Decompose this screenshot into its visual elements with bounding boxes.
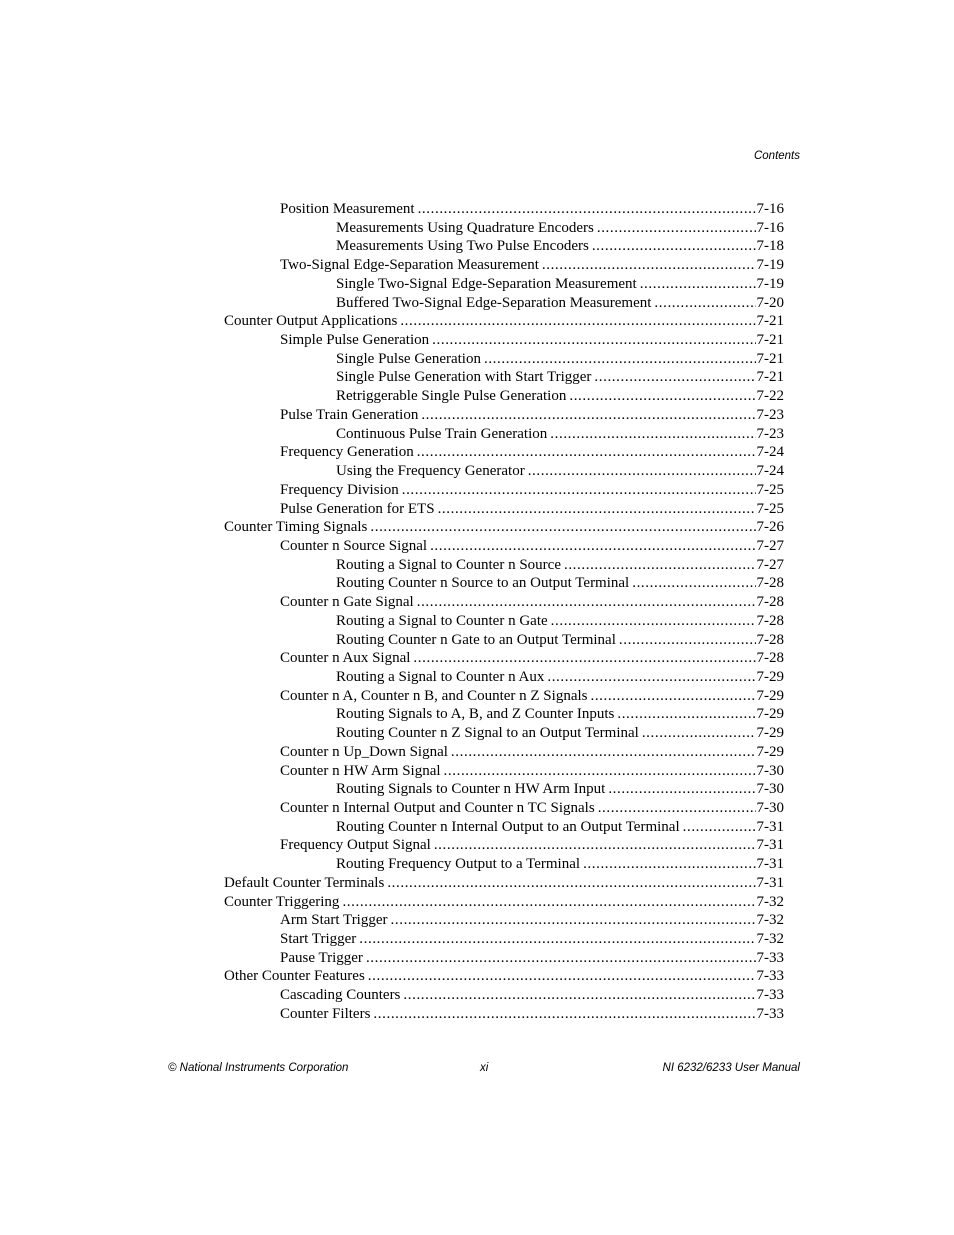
- footer-page-number: xi: [480, 1062, 489, 1074]
- dot-leader: [484, 350, 756, 369]
- dot-leader: [590, 687, 755, 706]
- dot-leader: [417, 593, 756, 612]
- dot-leader: [528, 462, 756, 481]
- footer-copyright: © National Instruments Corporation: [168, 1062, 349, 1074]
- dot-leader: [400, 312, 755, 331]
- toc-entry-page: 7-20: [756, 294, 784, 311]
- dot-leader: [434, 836, 756, 855]
- toc-entry[interactable]: [224, 724, 784, 743]
- toc-entry-page: 7-16: [756, 219, 784, 236]
- dot-leader: [387, 874, 755, 893]
- toc-entry-page: 7-21: [756, 350, 784, 367]
- toc-entry-title: Counter n Aux Signal: [280, 650, 411, 667]
- dot-leader: [366, 949, 756, 968]
- toc-entry-title: Counter n A, Counter n B, and Counter n Z Signals: [280, 687, 588, 704]
- toc-entry-title: Pause Trigger: [280, 949, 363, 966]
- toc-entry[interactable]: [224, 481, 784, 500]
- dot-leader: [438, 500, 756, 519]
- toc-entry-page: 7-27: [756, 556, 784, 573]
- dot-leader: [421, 406, 755, 425]
- toc-entry-page: 7-31: [756, 874, 784, 891]
- toc-entry[interactable]: [224, 893, 784, 912]
- dot-leader: [547, 668, 755, 687]
- toc-entry[interactable]: [224, 312, 784, 331]
- dot-leader: [583, 855, 755, 874]
- toc-entry-page: 7-33: [756, 949, 784, 966]
- toc-entry-title: Routing Counter n Z Signal to an Output Terminal: [336, 725, 639, 742]
- toc-entry-page: 7-18: [756, 238, 784, 255]
- dot-leader: [632, 574, 755, 593]
- toc-entry-title: Frequency Generation: [280, 444, 414, 461]
- toc-entry[interactable]: [224, 780, 784, 799]
- toc-entry[interactable]: [224, 200, 784, 219]
- toc-entry-title: Routing Signals to A, B, and Z Counter Inputs: [336, 706, 615, 723]
- toc-entry-page: 7-31: [756, 856, 784, 873]
- toc-entry[interactable]: [224, 350, 784, 369]
- toc-entry-title: Counter Output Applications: [224, 313, 398, 330]
- dot-leader: [594, 368, 755, 387]
- toc-entry-page: 7-24: [756, 444, 784, 461]
- dot-leader: [402, 481, 756, 500]
- toc-entry-title: Counter n Internal Output and Counter n TC Signals: [280, 800, 595, 816]
- toc-entry[interactable]: [224, 443, 784, 462]
- dot-leader: [451, 743, 756, 762]
- toc-entry[interactable]: [224, 500, 784, 519]
- toc-entry[interactable]: [224, 574, 784, 593]
- toc-entry-page: 7-28: [756, 575, 784, 592]
- toc-entry-title: Single Two-Signal Edge-Separation Measurement: [336, 275, 637, 292]
- toc-entry-title: Routing Signals to Counter n HW Arm Input: [336, 781, 606, 798]
- dot-leader: [391, 911, 756, 930]
- toc-entry-title: Counter Filters: [280, 1005, 371, 1022]
- toc-entry-page: 7-26: [756, 519, 784, 536]
- toc-entry-page: 7-29: [756, 725, 784, 742]
- toc-entry-page: 7-33: [756, 987, 784, 1004]
- toc-entry-page: 7-29: [756, 687, 784, 704]
- dot-leader: [403, 986, 755, 1005]
- toc-entry[interactable]: [224, 911, 784, 930]
- toc-entry-title: Start Trigger: [280, 931, 357, 948]
- toc-entry-title: Routing Counter n Internal Output to an Output Terminal: [336, 818, 680, 835]
- toc-entry-page: 7-25: [756, 500, 784, 517]
- toc-entry-title: Frequency Division: [280, 481, 399, 498]
- toc-entry[interactable]: [224, 668, 784, 687]
- toc-entry-page: 7-29: [756, 668, 784, 685]
- toc-entry-title: Routing a Signal to Counter n Aux: [336, 668, 545, 685]
- toc-entry-title: Frequency Output Signal: [280, 837, 431, 854]
- toc-entry-page: 7-16: [756, 201, 784, 217]
- toc-entry-page: 7-19: [756, 275, 784, 292]
- toc-entry-title: Simple Pulse Generation: [280, 332, 430, 349]
- toc-entry-title: Counter n Gate Signal: [280, 594, 414, 611]
- toc-entry[interactable]: [224, 631, 784, 650]
- toc-entry-page: 7-30: [756, 800, 784, 816]
- toc-entry-title: Cascading Counters: [280, 987, 401, 1004]
- toc-entry-page: 7-19: [756, 257, 784, 274]
- toc-entry-title: Routing Counter n Gate to an Output Terminal: [336, 631, 616, 648]
- toc-entry[interactable]: [224, 799, 784, 818]
- toc-entry-page: 7-23: [756, 406, 784, 423]
- toc-entry-title: Counter Timing Signals: [224, 519, 368, 536]
- toc-entry[interactable]: [224, 462, 784, 481]
- dot-leader: [551, 612, 756, 631]
- toc-entry[interactable]: [224, 743, 784, 762]
- toc-entry[interactable]: [224, 930, 784, 949]
- toc-entry-page: 7-22: [756, 388, 784, 405]
- toc-entry-title: Counter n Up_Down Signal: [280, 743, 448, 760]
- toc-entry-title: Single Pulse Generation: [336, 350, 481, 367]
- toc-entry[interactable]: [224, 949, 784, 968]
- toc-entry[interactable]: [224, 967, 784, 986]
- toc-entry[interactable]: [224, 387, 784, 406]
- dot-leader: [550, 425, 755, 444]
- toc-entry[interactable]: [224, 368, 784, 387]
- toc-entry-title: Position Measurement: [280, 201, 415, 217]
- dot-leader: [683, 818, 756, 837]
- dot-leader: [342, 893, 755, 912]
- toc-entry[interactable]: [224, 518, 784, 537]
- toc-entry-page: 7-21: [756, 313, 784, 330]
- table-of-contents: [224, 200, 784, 1024]
- toc-entry[interactable]: [224, 294, 784, 313]
- toc-entry[interactable]: [224, 556, 784, 575]
- toc-entry-title: Retriggerable Single Pulse Generation: [336, 388, 567, 405]
- toc-entry[interactable]: [224, 237, 784, 256]
- dot-leader: [418, 200, 756, 219]
- toc-entry-title: Routing a Signal to Counter n Gate: [336, 612, 548, 629]
- toc-entry[interactable]: [224, 1005, 784, 1024]
- toc-entry-page: 7-28: [756, 612, 784, 629]
- toc-entry[interactable]: [224, 256, 784, 275]
- running-header: Contents: [753, 150, 800, 162]
- toc-entry-page: 7-28: [756, 631, 784, 648]
- toc-entry-page: 7-33: [756, 968, 784, 985]
- dot-leader: [432, 331, 755, 350]
- dot-leader: [417, 443, 756, 462]
- dot-leader: [370, 518, 755, 537]
- toc-entry-page: 7-23: [756, 425, 784, 442]
- dot-leader: [592, 237, 756, 256]
- toc-entry[interactable]: [224, 687, 784, 706]
- dot-leader: [569, 387, 755, 406]
- toc-entry-page: 7-28: [756, 650, 784, 667]
- toc-entry-title: Pulse Generation for ETS: [280, 500, 435, 517]
- toc-entry-title: Counter n HW Arm Signal: [280, 762, 441, 779]
- toc-entry-page: 7-30: [756, 781, 784, 798]
- toc-entry-title: Measurements Using Quadrature Encoders: [336, 219, 594, 236]
- toc-entry[interactable]: [224, 986, 784, 1005]
- toc-entry-page: 7-31: [756, 837, 784, 854]
- toc-entry[interactable]: [224, 818, 784, 837]
- toc-entry-page: 7-29: [756, 706, 784, 723]
- toc-entry-title: Counter Triggering: [224, 893, 340, 910]
- toc-entry[interactable]: [224, 836, 784, 855]
- toc-entry-page: 7-32: [756, 912, 784, 929]
- toc-entry[interactable]: [224, 705, 784, 724]
- toc-entry-page: 7-29: [756, 743, 784, 760]
- footer-manual-title: NI 6232/6233 User Manual: [662, 1062, 800, 1074]
- toc-entry-page: 7-28: [756, 594, 784, 611]
- dot-leader: [642, 724, 756, 743]
- toc-entry-page: 7-24: [756, 463, 784, 480]
- dot-leader: [368, 967, 756, 986]
- toc-entry-title: Measurements Using Two Pulse Encoders: [336, 238, 589, 255]
- toc-entry[interactable]: [224, 649, 784, 668]
- toc-entry-page: 7-21: [756, 369, 784, 386]
- toc-entry-title: Using the Frequency Generator: [336, 463, 525, 480]
- toc-entry-title: Pulse Train Generation: [280, 406, 419, 423]
- toc-entry[interactable]: [224, 855, 784, 874]
- toc-entry-title: Single Pulse Generation with Start Trigger: [336, 369, 592, 386]
- toc-entry-title: Two-Signal Edge-Separation Measurement: [280, 257, 539, 274]
- dot-leader: [444, 762, 756, 781]
- toc-entry-title: Buffered Two-Signal Edge-Separation Measurement: [336, 294, 652, 311]
- dot-leader: [617, 705, 755, 724]
- toc-entry-page: 7-30: [756, 762, 784, 779]
- dot-leader: [564, 556, 756, 575]
- toc-entry-title: Other Counter Features: [224, 968, 365, 985]
- toc-entry[interactable]: [224, 219, 784, 238]
- toc-entry-page: 7-33: [756, 1005, 784, 1022]
- dot-leader: [640, 275, 756, 294]
- dot-leader: [654, 294, 755, 313]
- toc-entry-page: 7-27: [756, 537, 784, 554]
- dot-leader: [413, 649, 755, 668]
- toc-entry-title: Routing a Signal to Counter n Source: [336, 556, 561, 573]
- toc-entry-title: Arm Start Trigger: [280, 912, 388, 929]
- toc-entry[interactable]: [224, 406, 784, 425]
- dot-leader: [373, 1005, 755, 1024]
- dot-leader: [608, 780, 755, 799]
- dot-leader: [359, 930, 755, 949]
- toc-entry[interactable]: [224, 331, 784, 350]
- toc-entry-page: 7-32: [756, 893, 784, 910]
- toc-entry[interactable]: [224, 537, 784, 556]
- dot-leader: [619, 631, 756, 650]
- toc-entry-title: Routing Frequency Output to a Terminal: [336, 856, 581, 873]
- toc-entry-title: Default Counter Terminals: [224, 874, 385, 891]
- toc-entry[interactable]: [224, 874, 784, 893]
- toc-entry[interactable]: [224, 593, 784, 612]
- dot-leader: [430, 537, 755, 556]
- dot-leader: [542, 256, 756, 275]
- toc-entry-page: 7-21: [756, 332, 784, 349]
- toc-entry[interactable]: [224, 275, 784, 294]
- toc-entry-title: Routing Counter n Source to an Output Terminal: [336, 575, 630, 592]
- toc-entry-page: 7-25: [756, 481, 784, 498]
- toc-entry-title: Continuous Pulse Train Generation: [336, 425, 548, 442]
- toc-entry-title: Counter n Source Signal: [280, 537, 428, 554]
- page-footer: [168, 1062, 800, 1078]
- dot-leader: [597, 219, 756, 238]
- toc-entry-page: 7-32: [756, 931, 784, 948]
- toc-entry[interactable]: [224, 762, 784, 781]
- toc-entry[interactable]: [224, 612, 784, 631]
- toc-entry[interactable]: [224, 425, 784, 444]
- dot-leader: [598, 799, 756, 818]
- toc-entry-page: 7-31: [756, 818, 784, 835]
